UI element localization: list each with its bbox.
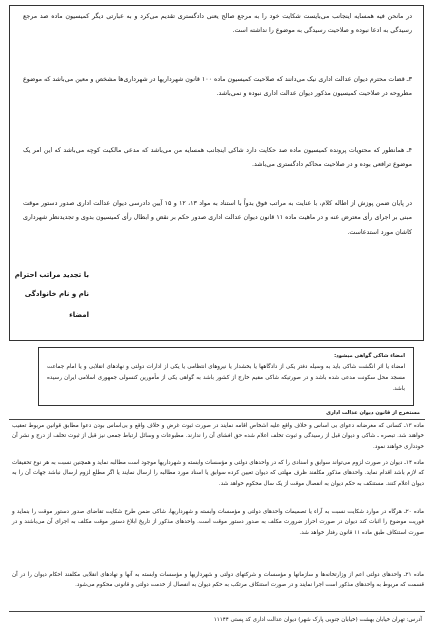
petition-paragraph-4: در پایان ضمن پوزش از اطاله کلام، با عنایت به مراتب فوق بدواً با استناد به مواد ۱۳، ۱۲ و ۱۵ آیین دادرسی دیوان عدالت اداری صدور دستور موقت مبنی بر اجرای رأی معترض عنه و در ماهیت ماده ۱۱ قانون دیوان عدالت اداری صدور حکم بر نقض و ابطال رأی کمیسیون بدوی و تجدیدنظر شهرداری کاشان مورد استدعاست. bbox=[23, 200, 413, 236]
closing-name-label: نام و نام خانوادگی bbox=[24, 290, 89, 298]
petition-paragraph-3: ۴ـ همانطور که محتویات پرونده کمیسیون ماده صد حکایت دارد شاکی اینجانب همسایه من می‌باشد که مدعی مالکیت کوچه می‌باشد که این امر یک موضوع ترافعی بوده و در صلاحیت محاکم دادگستری می‌باشد. bbox=[23, 147, 412, 169]
signature-certification-text: امضاء یا اثر انگشت شاکی باید به وسیله دفتر یکی از دادگاهها یا بخشدار یا نیروهای انتظامی یا یکی از ادارات دولتی و نهادهای انقلابی و یا امام جماعت مسجد محل سکونت مدعی شده باشد و در صورتیکه شاکی مقیم خارج از کشور باشد به گواهی یکی از مأمورین کنسولی جمهوری اسلامی ایران رسیده باشد. bbox=[47, 364, 405, 393]
article-21: ماده ۲۱ـ واحدهای دولتی اعم از وزارتخانه‌ها و سازمانها و مؤسسات و شرکتهای دولتی و شهرداریها و مؤسسات وابسته به آنها و نهادهای انقلابی مکلفند احکام دیوان را در آن قسمت که مربوط به واحدهای مذکور است اجرا نمایند و در صورت استنکاف مرتکب به حکم دیوان به انفصال از خدمت دولتی و قانونی محکوم می‌شود. bbox=[12, 572, 425, 589]
signature-certification-box bbox=[38, 347, 414, 406]
article-14: ماده ۱۴ـ دیوان در صورت لزوم می‌تواند سوابق و اسنادی را که در واحدهای دولتی و مؤسسات وابسته و شهرداریها موجود است مطالبه نماید و همچنین نسبت به هر نوع تحقیقات که لازم باشد اقدام نماید. واحدهای مذکور مکلفند ظرف مهلتی که دیوان تعیین کرده سوابق یا اسناد مورد مطالبه را ارسال نمایند یا اگر مطلع لزوم ارسال نباشد جهات آن را به دیوان اعلام کنند. مستنکف به حکم دیوان به انفصال موقت از یک سال محکوم خواهد شد. bbox=[12, 460, 425, 487]
divider bbox=[9, 419, 425, 420]
petition-paragraph-2: ۳ـ قضات محترم دیوان عدالت اداری نیک می‌دانند که صلاحیت کمیسیون ماده ۱۰۰ قانون شهرداریها در شهرداری‌ها مشخص و معین می‌باشد که موضوع مطروحه در صلاحیت کمیسیون مذکور دیوان عدالت اداری نبوده و نمی‌باشد. bbox=[23, 76, 412, 98]
divider bbox=[9, 611, 425, 612]
article-20: ماده ۲۰ـ هرگاه در موارد شکایت نسبت به آراء یا تصمیمات واحدهای دولتی و مؤسسات وابسته و شهرداریها، شاکی ضمن طرح شکایت تقاضای صدور دستور موقت را بنماید و فوریت موضوع را اثبات کند دیوان در صورت احراز ضرورت مکلف به صدور دستور موقت است. واحدهای مذکور از تاریخ ابلاغ دستور موقت مکلف به اجرای آن می‌باشند و در صورت استنکاف طبق ماده ۱۱ قانون رفتار خواهد شد. bbox=[12, 509, 424, 536]
petition-box bbox=[9, 5, 424, 341]
petition-paragraph-1: در مانحن فیه همسایه اینجانب می‌بایست شکایت خود را به مرجع صالح یعنی دادگستری تقدیم می‌کرد و به عبارتی دیگر کمیسیون ماده صد مرجع رسیدگی به ادعا نبوده و صلاحیت رسیدگی به موضوع را نداشته است. bbox=[23, 13, 412, 35]
article-13: ماده ۱۳ـ کسانی که مغرضانه دعوای بی اساس و خلاف واقع علیه اشخاص اقامه نمایند در صورت ثبوت غرض و خلاف واقع و بی‌اساس بودن دعوا مطابق قوانین مربوط تعقیب خواهند شد. تبصره ـ شاکی و دیوان قبل از رسیدگی و ثبوت تخلف اعلام شده حق افشای آن را ندارند. مطبوعات و وسائل ارتباط جمعی نیز قبل از ثبوت تخلف از درج و نشر آن خودداری خواهند نمود. bbox=[12, 423, 424, 450]
footer-address: آدرس: تهران خیابان بهشت (خیابان جنوبی پارک شهر) دیوان عدالت اداری کد پستی ۱۱۱۴۴ bbox=[213, 617, 422, 623]
closing-signature-label: امضاء bbox=[69, 311, 89, 319]
closing-regards: با تجدید مراتب احترام bbox=[14, 271, 89, 279]
signature-certification-title: امضاء شاکی گواهی میشود: bbox=[334, 353, 405, 359]
law-excerpt-title: مستخرج از قانون دیوان عدالت اداری bbox=[326, 410, 420, 416]
